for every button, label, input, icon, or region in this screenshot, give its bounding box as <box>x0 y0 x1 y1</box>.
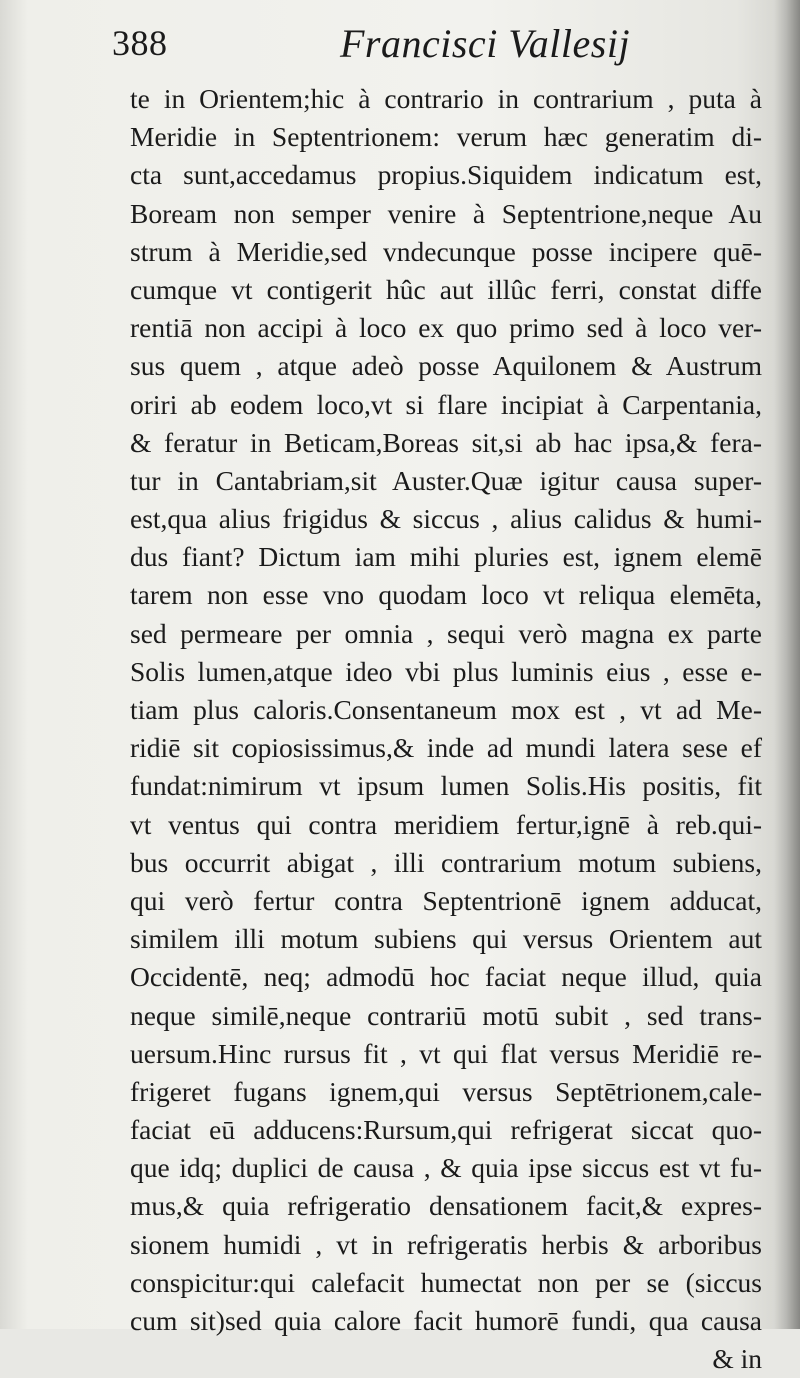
text-line: te in Orientem;hic à contrario in contrarium , puta à <box>130 83 762 114</box>
text-line: faciat eū adducens:Rursum,qui refrigerat siccat quo- <box>130 1114 762 1146</box>
text-line: mus,& quia refrigeratio densationem facit,& expres- <box>130 1190 762 1222</box>
body-text <box>130 80 762 1378</box>
text-line: rentiā non accipi à loco ex quo primo sed à loco ver- <box>130 312 762 344</box>
text-line: uersum.Hinc rursus fit , vt qui flat versus Meridiē re- <box>130 1037 762 1069</box>
text-line: cum sit)sed quia calore facit humorē fundi, qua causa <box>130 1305 762 1336</box>
text-line: ridiē sit copiosissimus,& inde ad mundi latera sese ef <box>130 732 762 764</box>
text-line: neque similē,neque contrariū motū subit , sed trans- <box>130 999 762 1031</box>
text-line: sed permeare per omnia , sequi verò magna ex parte <box>130 617 762 649</box>
text-line: cumque vt contigerit hûc aut illûc ferri, constat diffe <box>130 273 762 305</box>
text-line: est,qua alius frigidus & siccus , alius calidus & humi- <box>130 503 762 535</box>
running-head: Francisci Vallesij <box>340 21 631 66</box>
text-line: frigeret fugans ignem,qui versus Septētrionem,cale- <box>130 1075 762 1107</box>
text-line: & feratur in Beticam,Boreas sit,si ab hac ipsa,& fera- <box>130 426 762 458</box>
text-line: conspicitur:qui calefacit humectat non per se (siccus <box>130 1266 762 1298</box>
text-line: similem illi motum subiens qui versus Orientem aut <box>130 923 762 955</box>
text-line: sus quem , atque adeò posse Aquilonem & Austrum <box>130 350 762 382</box>
text-line: Solis lumen,atque ideo vbi plus luminis eius , esse e- <box>130 655 762 687</box>
text-line: tiam plus caloris.Consentaneum mox est , vt ad Me- <box>130 694 762 725</box>
text-line: strum à Meridie,sed vndecunque posse incipere quē- <box>130 235 762 267</box>
text-line: bus occurrit abigat , illi contrarium motum subiens, <box>130 846 762 878</box>
text-line: tur in Cantabriam,sit Auster.Quæ igitur causa super- <box>130 464 762 496</box>
text-line: Boream non semper venire à Septentrione,neque Au <box>130 197 762 229</box>
text-line: dus fiant? Dictum iam mihi pluries est, ignem elemē <box>130 541 762 573</box>
text-line: fundat:nimirum vt ipsum lumen Solis.His positis, fit <box>130 770 762 802</box>
page-header <box>112 18 752 70</box>
text-line: oriri ab eodem loco,vt si flare incipiat à Carpentania, <box>130 388 762 420</box>
text-line: que idq; duplici de causa , & quia ipse siccus est vt fu- <box>130 1152 762 1184</box>
text-line: Meridie in Septentrionem: verum hæc generatim di- <box>130 121 762 153</box>
text-line: cta sunt,accedamus propius.Siquidem indicatum est, <box>130 159 762 191</box>
text-line: qui verò fertur contra Septentrionē ignem adducat, <box>130 884 762 916</box>
text-line: vt ventus qui contra meridiem fertur,ignē à reb.qui- <box>130 808 762 840</box>
text-line: sionem humidi , vt in refrigeratis herbis & arboribus <box>130 1228 762 1260</box>
text-line: Occidentē, neq; admodū hoc faciat neque illud, quia <box>130 961 762 993</box>
page-number: 388 <box>112 23 168 63</box>
binding-shadow <box>774 0 800 1329</box>
catchword: & in <box>712 1343 762 1375</box>
text-line: tarem non esse vno quodam loco vt reliqua elemēta, <box>130 579 762 611</box>
